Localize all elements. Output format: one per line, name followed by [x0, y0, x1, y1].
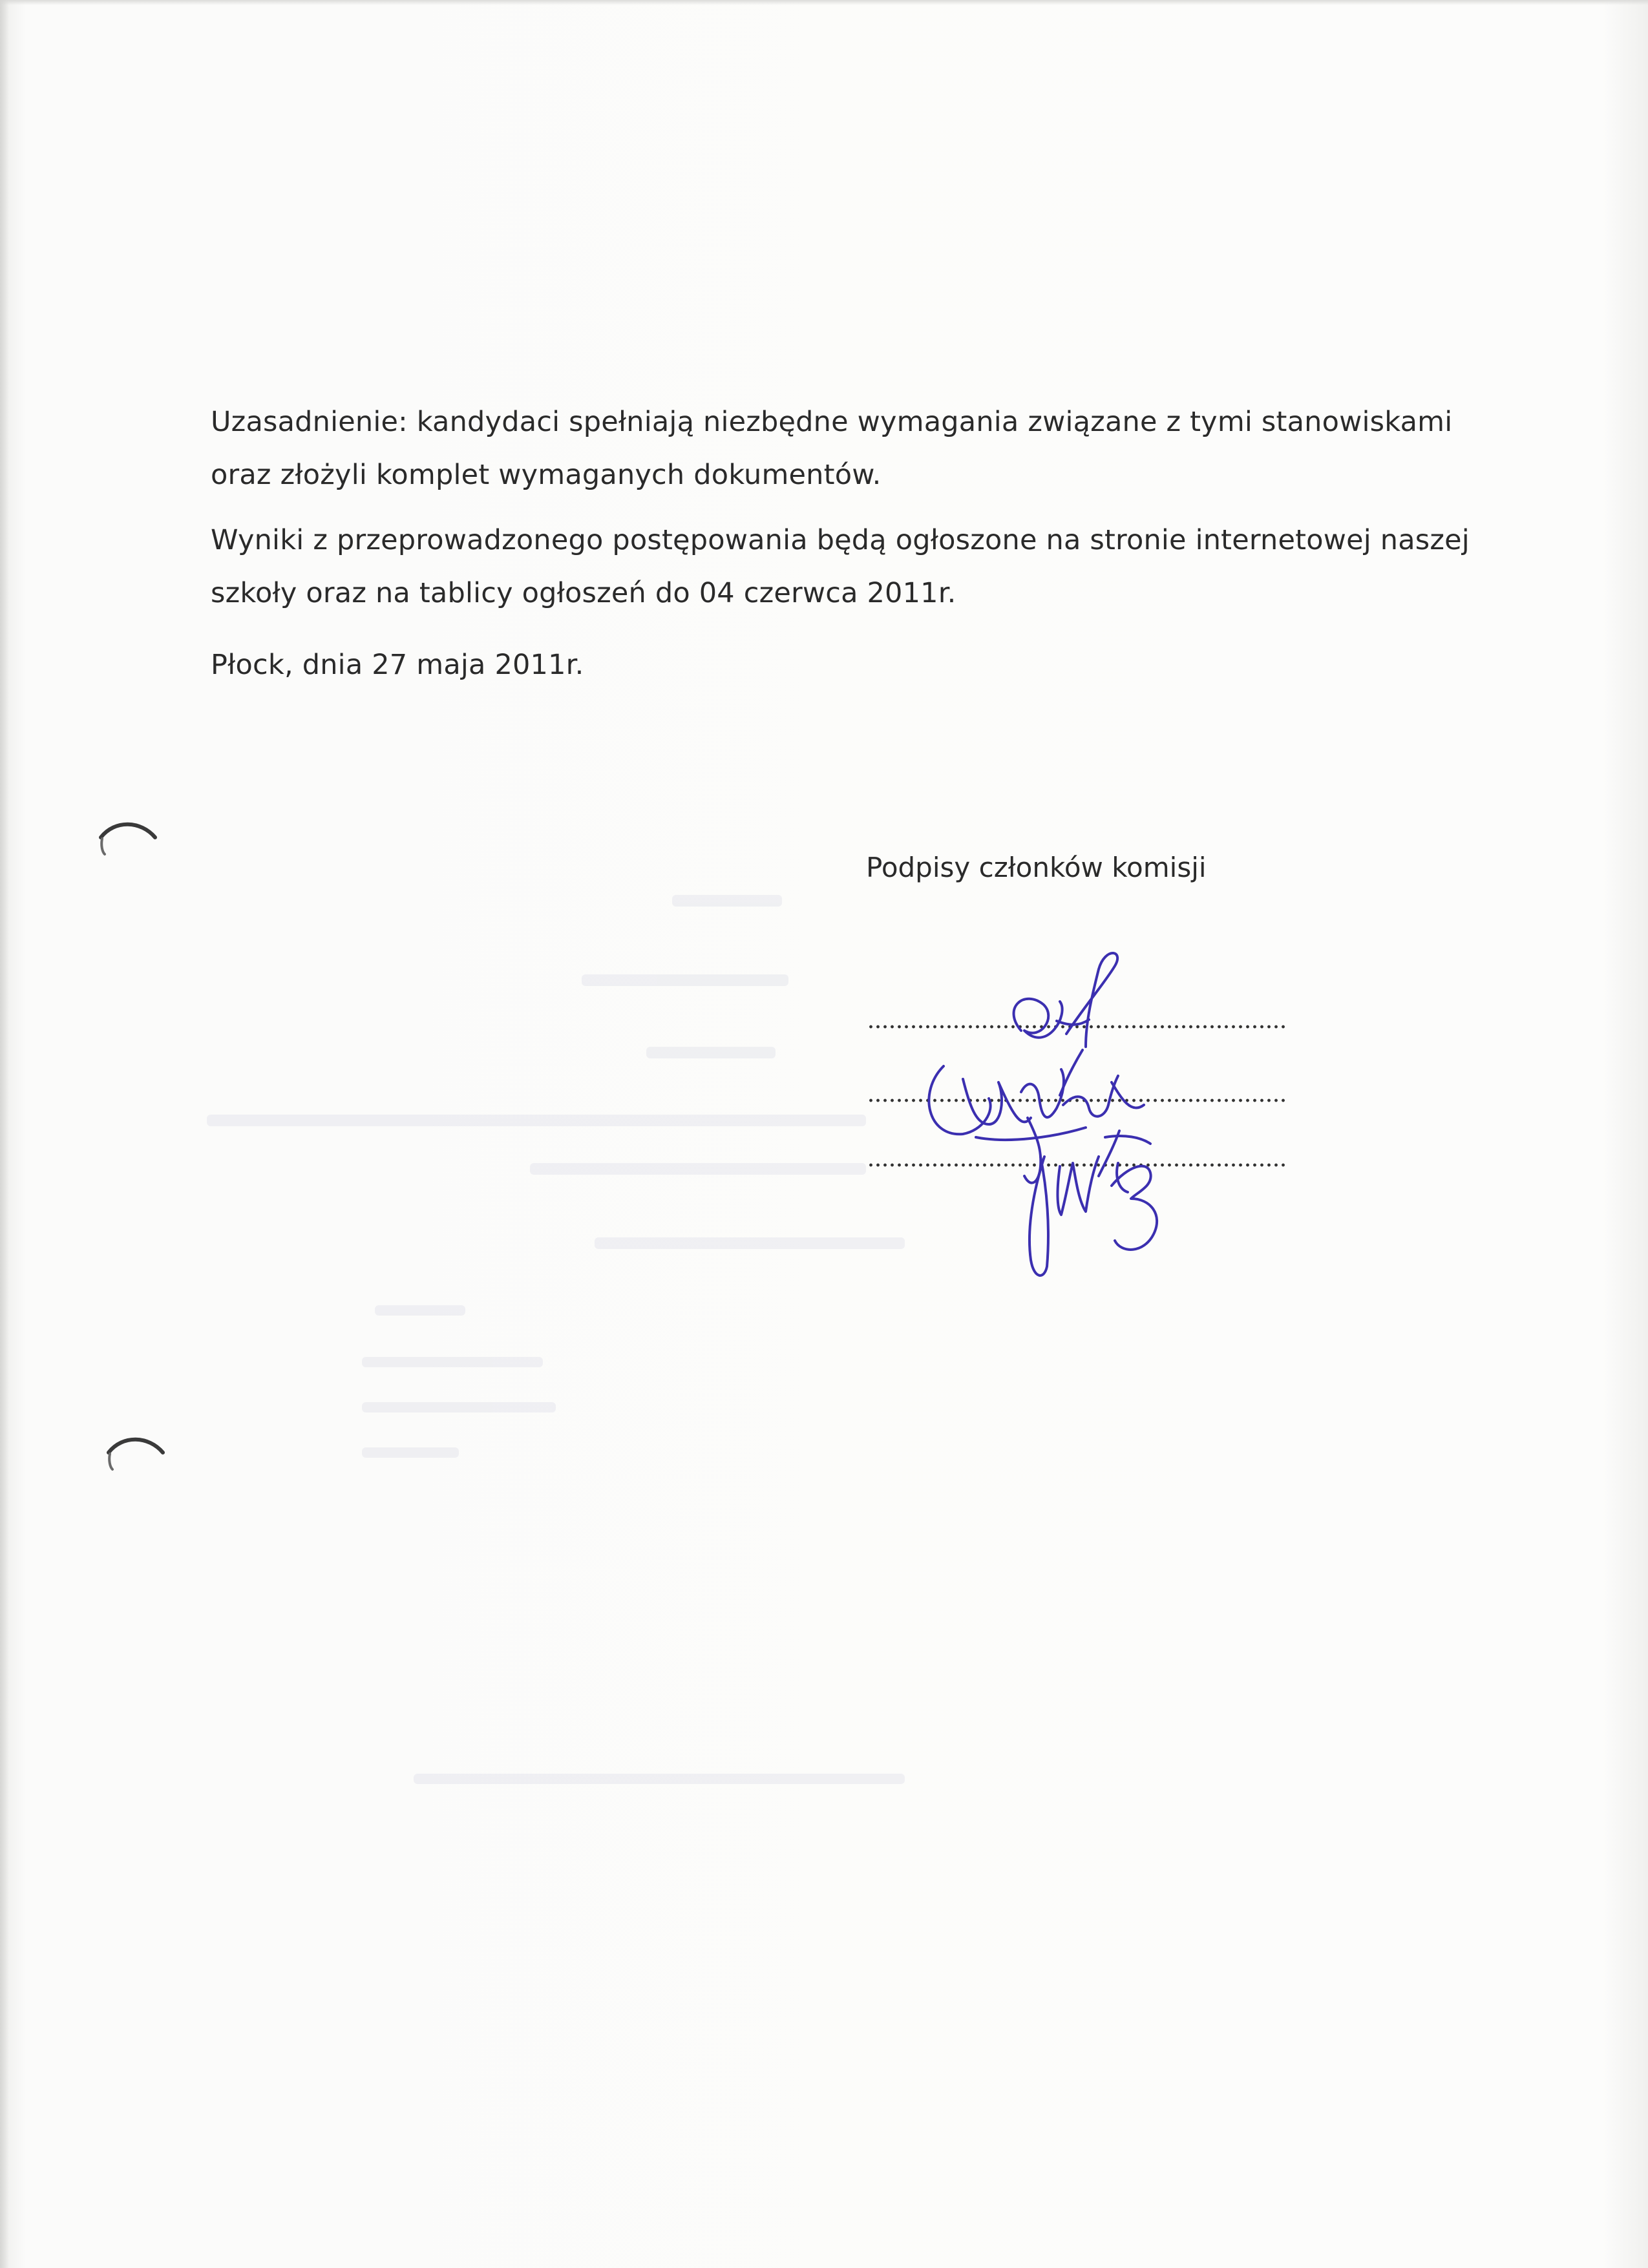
punch-hole-bottom [103, 1427, 181, 1504]
punch-hole-top [96, 812, 173, 889]
results-announcement-paragraph: Wyniki z przeprowadzonego postępowania będą ogłoszone na stronie internetowej naszej szkoły oraz na tablicy ogłoszeń do 04 czerwca 2011r. [211, 524, 1470, 609]
justification-paragraph: Uzasadnienie: kandydaci spełniają niezbędne wymagania związane z tymi stanowiskami oraz złożyli komplet wymaganych dokumentów. [211, 406, 1453, 491]
signatures-header: Podpisy członków komisji [866, 852, 1207, 883]
handwritten-signatures [892, 943, 1228, 1292]
place-and-date: Płock, dnia 27 maja 2011r. [211, 649, 584, 681]
